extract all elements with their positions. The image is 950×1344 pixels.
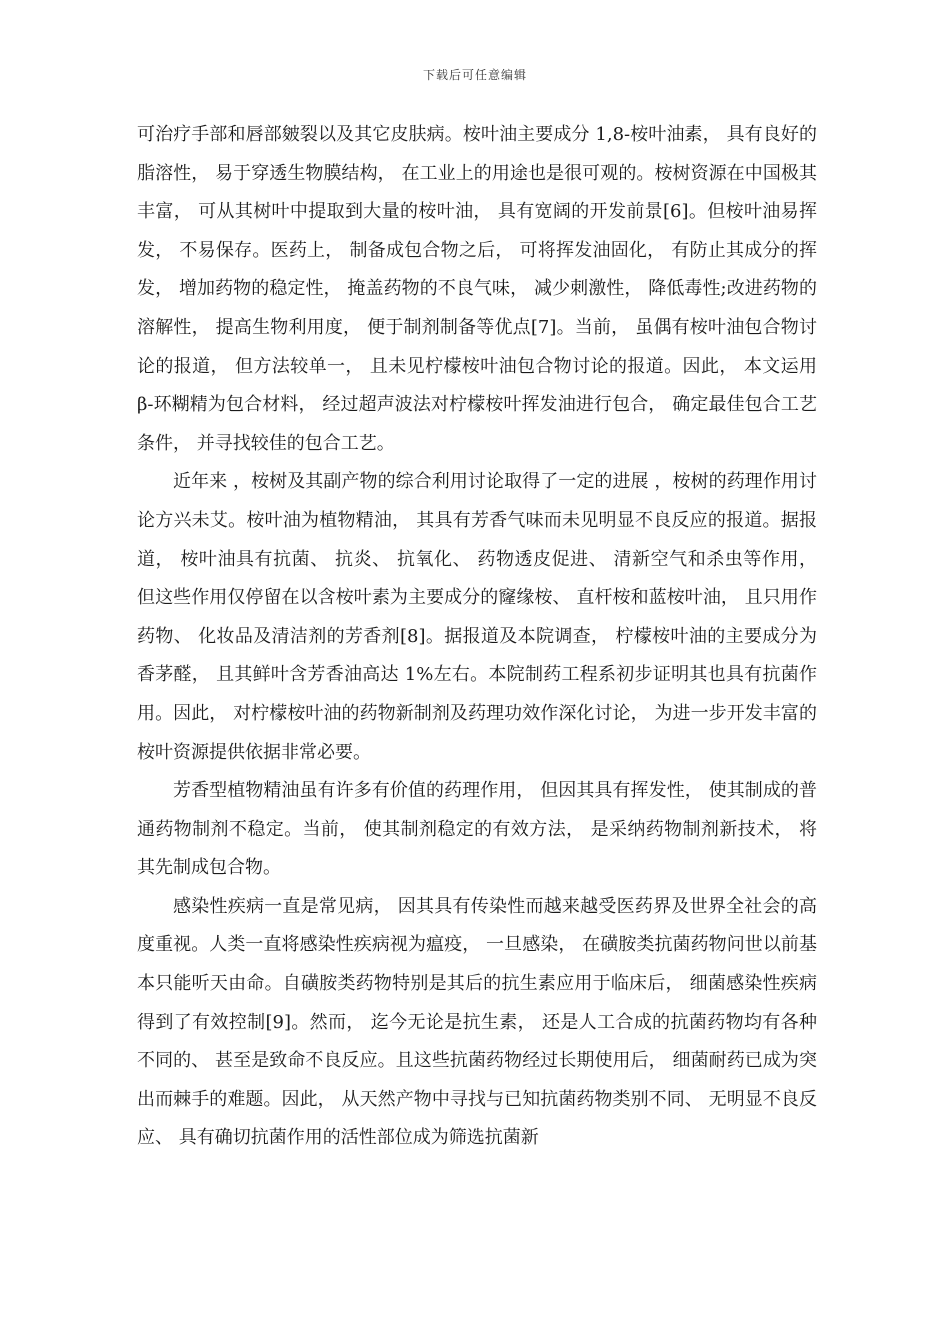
paragraph-3: 芳香型植物精油虽有许多有价值的药理作用， 但因其具有挥发性， 使其制成的普通药物制剂不稳定。当前， 使其制剂稳定的有效方法， 是采纳药物制剂新技术， 将其先制成包合物。 — [137, 780, 817, 879]
paragraph-1: 可治疗手部和唇部皴裂以及其它皮肤病。桉叶油主要成分 1,8-桉叶油素， 具有良好的脂溶性， 易于穿透生物膜结构， 在工业上的用途也是很可观的。桉树资源在中国极其丰富， 可从其树叶中提取到大量的桉叶油， 具有宽阔的开发前景[6]。但桉叶油易挥发， 不易保存。医药上， 制备成包合物之后， 可将挥发油固化， 有防止其成分的挥发， 增加药物的稳定性， 掩盖药物的不良气味， 减少刺激性， 降低毒性;改进药物的溶解性， 提高生物利用度， 便于制剂制备等优点[7]。当前， 虽偶有桉叶油包合物讨论的报道， 但方法较单一， 且未见柠檬桉叶油包合物讨论的报道。因此， 本文运用 β-环糊精为包合材料， 经过超声波法对柠檬桉叶挥发油进行包合， 确定最佳包合工艺条件， 并寻找较佳的包合工艺。 — [137, 124, 817, 454]
document-body — [137, 116, 817, 1158]
page-header: 下载后可任意编辑 — [422, 68, 527, 82]
paragraph-4: 感染性疾病一直是常见病， 因其具有传染性而越来越受医药界及世界全社会的高度重视。人类一直将感染性疾病视为瘟疫， 一旦感染， 在磺胺类抗菌药物问世以前基本只能听天由命。自磺胺类药物特别是其后的抗生素应用于临床后， 细菌感染性疾病得到了有效控制[9]。然而， 迄今无论是抗生素， 还是人工合成的抗菌药物均有各种不同的、 甚至是致命不良反应。且这些抗菌药物经过长期使用后， 细菌耐药已成为突出而棘手的难题。因此， 从天然产物中寻找与已知抗菌药物类别不同、 无明显不良反应、 具有确切抗菌作用的活性部位成为筛选抗菌新 — [137, 895, 817, 1149]
paragraph-2: 近年来 ，桉树及其副产物的综合利用讨论取得了一定的进展 ，桉树的药理作用讨论方兴未艾。桉叶油为植物精油， 其具有芳香气味而未见明显不良反应的报道。据报道， 桉叶油具有抗菌、 抗炎、 抗氧化、 药物透皮促进、 清新空气和杀虫等作用， 但这些作用仅停留在以含桉叶素为主要成分的窿缘桉、 直杆桉和蓝桉叶油， 且只用作药物、 化妆品及清洁剂的芳香剂[8]。据报道及本院调查， 柠檬桉叶油的主要成分为香茅醛， 且其鲜叶含芳香油高达 1%左右。本院制药工程系初步证明其也具有抗菌作用。因此， 对柠檬桉叶油的药物新制剂及药理功效作深化讨论， 为进一步开发丰富的桉叶资源提供依据非常必要。 — [137, 471, 817, 763]
